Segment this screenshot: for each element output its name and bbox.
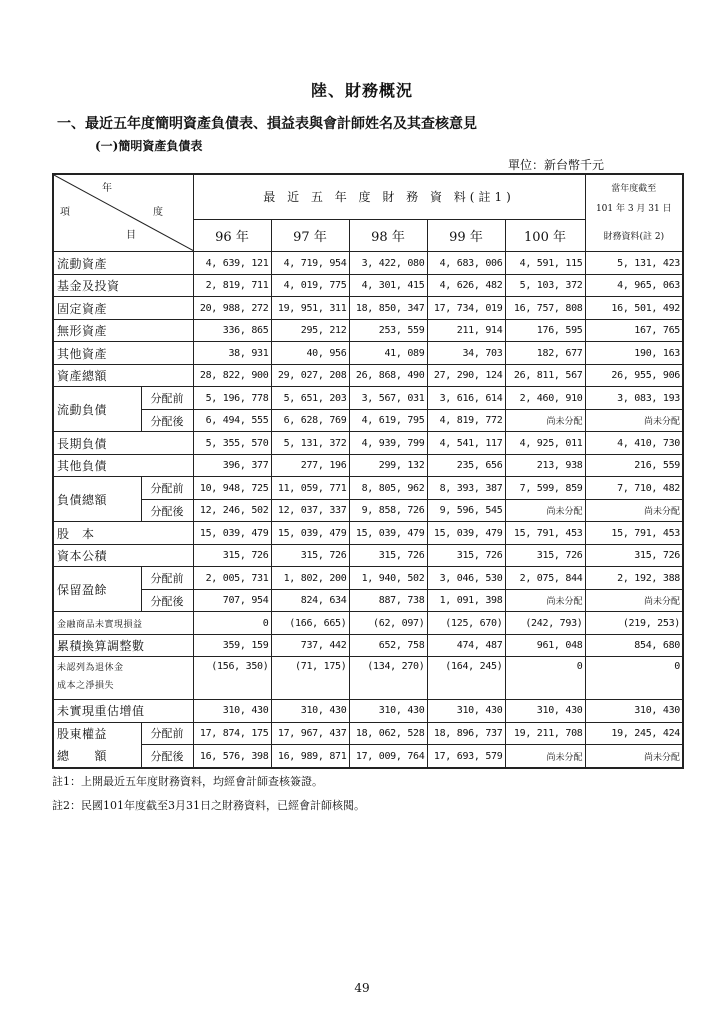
cell: 854, 680 xyxy=(585,634,683,657)
cell: 4, 939, 799 xyxy=(349,432,427,455)
cell: 5, 355, 570 xyxy=(193,432,271,455)
cell: (62, 097) xyxy=(349,612,427,635)
cell: 315, 726 xyxy=(585,544,683,567)
row-label: 負債總額 xyxy=(53,477,141,522)
cell: 15, 039, 479 xyxy=(427,522,505,545)
cell: 315, 726 xyxy=(349,544,427,567)
cell: 尚未分配 xyxy=(505,499,585,522)
cell: 3, 422, 080 xyxy=(349,252,427,275)
cell: 310, 430 xyxy=(271,700,349,723)
cell: (125, 670) xyxy=(427,612,505,635)
table-row xyxy=(53,252,683,275)
table-row xyxy=(53,387,683,410)
cell: 15, 791, 453 xyxy=(585,522,683,545)
cell: 41, 089 xyxy=(349,342,427,365)
table-row xyxy=(53,454,683,477)
table-row xyxy=(53,589,683,612)
header-right-line3: 財務資料(註 2) xyxy=(603,232,665,243)
cell: 1, 940, 502 xyxy=(349,567,427,590)
cell: 8, 805, 962 xyxy=(349,477,427,500)
table-row xyxy=(53,700,683,723)
cell: 尚未分配 xyxy=(505,589,585,612)
corner-mu-label: 目 xyxy=(126,230,136,241)
footnote-1: 註1：上開最近五年度財務資料，均經會計師查核簽證。 xyxy=(52,775,323,788)
row-label-line1: 未認列為退休金 xyxy=(57,663,124,674)
row-label: 累積換算調整數 xyxy=(53,634,193,657)
cell: 1, 091, 398 xyxy=(427,589,505,612)
cell: 尚未分配 xyxy=(585,745,683,768)
cell: 824, 634 xyxy=(271,589,349,612)
cell: 253, 559 xyxy=(349,319,427,342)
cell: 315, 726 xyxy=(193,544,271,567)
cell: 4, 410, 730 xyxy=(585,432,683,455)
cell: 17, 009, 764 xyxy=(349,745,427,768)
cell: 887, 738 xyxy=(349,589,427,612)
cell: 尚未分配 xyxy=(505,745,585,768)
cell: 4, 619, 795 xyxy=(349,409,427,432)
cell: 34, 703 xyxy=(427,342,505,365)
cell: 315, 726 xyxy=(271,544,349,567)
cell: 8, 393, 387 xyxy=(427,477,505,500)
cell: 1, 802, 200 xyxy=(271,567,349,590)
row-label: 基金及投資 xyxy=(53,274,193,297)
cell: 38, 931 xyxy=(193,342,271,365)
cell: 0 xyxy=(585,657,683,700)
table-row xyxy=(53,499,683,522)
cell: 299, 132 xyxy=(349,454,427,477)
table-row xyxy=(53,364,683,387)
cell: 2, 075, 844 xyxy=(505,567,585,590)
cell: 4, 925, 011 xyxy=(505,432,585,455)
cell: 26, 868, 490 xyxy=(349,364,427,387)
cell: 40, 956 xyxy=(271,342,349,365)
table-row xyxy=(53,567,683,590)
cell: 4, 591, 115 xyxy=(505,252,585,275)
cell: 16, 989, 871 xyxy=(271,745,349,768)
cell: 11, 059, 771 xyxy=(271,477,349,500)
table-row xyxy=(53,432,683,455)
cell: 12, 246, 502 xyxy=(193,499,271,522)
cell: (242, 793) xyxy=(505,612,585,635)
cell: (134, 270) xyxy=(349,657,427,700)
sub-heading: (一)簡明資產負債表 xyxy=(95,139,203,153)
header-five-year: 最 近 五 年 度 財 務 資 料(註1) xyxy=(193,174,585,219)
cell: 2, 192, 388 xyxy=(585,567,683,590)
cell: 9, 596, 545 xyxy=(427,499,505,522)
cell: 6, 628, 769 xyxy=(271,409,349,432)
cell: 235, 656 xyxy=(427,454,505,477)
cell: 315, 726 xyxy=(505,544,585,567)
balance-sheet-table xyxy=(52,173,682,769)
cell: 15, 039, 479 xyxy=(271,522,349,545)
cell: 474, 487 xyxy=(427,634,505,657)
cell: 9, 858, 726 xyxy=(349,499,427,522)
table-row xyxy=(53,634,683,657)
table-row xyxy=(53,722,683,745)
page-title: 陸、財務概況 xyxy=(310,81,413,100)
cell: 4, 019, 775 xyxy=(271,274,349,297)
cell: 17, 967, 437 xyxy=(271,722,349,745)
cell: 27, 290, 124 xyxy=(427,364,505,387)
corner-diagonal xyxy=(54,175,193,251)
cell: 16, 576, 398 xyxy=(193,745,271,768)
cell: 4, 626, 482 xyxy=(427,274,505,297)
page-number: 49 xyxy=(354,981,370,995)
cell: 6, 494, 555 xyxy=(193,409,271,432)
corner-year-label: 年 xyxy=(102,183,112,194)
cell: 216, 559 xyxy=(585,454,683,477)
row-label: 未實現重估增值 xyxy=(53,700,193,723)
cell: 396, 377 xyxy=(193,454,271,477)
cell: 737, 442 xyxy=(271,634,349,657)
cell: 4, 639, 121 xyxy=(193,252,271,275)
cell: 5, 131, 423 xyxy=(585,252,683,275)
cell: 4, 965, 063 xyxy=(585,274,683,297)
sub-label-after: 分配後 xyxy=(141,409,193,432)
cell: 17, 734, 019 xyxy=(427,297,505,320)
cell: 7, 710, 482 xyxy=(585,477,683,500)
header-corner xyxy=(53,174,193,252)
cell: 16, 757, 808 xyxy=(505,297,585,320)
cell: 18, 850, 347 xyxy=(349,297,427,320)
row-label: 流動資產 xyxy=(53,252,193,275)
cell: 190, 163 xyxy=(585,342,683,365)
header-right-line1: 當年度截至 xyxy=(611,184,657,195)
cell: 19, 245, 424 xyxy=(585,722,683,745)
sub-label-after: 分配後 xyxy=(141,589,193,612)
cell: 213, 938 xyxy=(505,454,585,477)
cell: 961, 048 xyxy=(505,634,585,657)
table-row xyxy=(53,477,683,500)
cell: 2, 460, 910 xyxy=(505,387,585,410)
cell: 26, 811, 567 xyxy=(505,364,585,387)
row-label: 長期負債 xyxy=(53,432,193,455)
cell: 3, 567, 031 xyxy=(349,387,427,410)
cell: 28, 822, 900 xyxy=(193,364,271,387)
cell: 3, 083, 193 xyxy=(585,387,683,410)
cell: 18, 062, 528 xyxy=(349,722,427,745)
sub-label-before: 分配前 xyxy=(141,722,193,745)
cell: 12, 037, 337 xyxy=(271,499,349,522)
table-row xyxy=(53,409,683,432)
row-label: 其他負債 xyxy=(53,454,193,477)
cell: 211, 914 xyxy=(427,319,505,342)
row-label-line2: 成本之淨損失 xyxy=(57,681,115,692)
row-label: 流動負債 xyxy=(53,387,141,432)
cell: 26, 955, 906 xyxy=(585,364,683,387)
table-row xyxy=(53,342,683,365)
cell: 310, 430 xyxy=(585,700,683,723)
corner-item-label: 項 xyxy=(60,207,70,218)
header-current-year xyxy=(585,174,683,252)
cell: 310, 430 xyxy=(505,700,585,723)
cell: 4, 683, 006 xyxy=(427,252,505,275)
cell: 5, 103, 372 xyxy=(505,274,585,297)
row-label: 固定資產 xyxy=(53,297,193,320)
row-label: 保留盈餘 xyxy=(53,567,141,612)
cell: 尚未分配 xyxy=(585,409,683,432)
row-label: 股東權益 xyxy=(53,722,141,745)
cell: (219, 253) xyxy=(585,612,683,635)
year-header: 96 年 xyxy=(193,219,271,252)
table-row xyxy=(53,297,683,320)
row-label: 無形資產 xyxy=(53,319,193,342)
cell: 310, 430 xyxy=(427,700,505,723)
row-label: 股 本 xyxy=(53,522,193,545)
cell: 315, 726 xyxy=(427,544,505,567)
unit-label: 單位：新台幣千元 xyxy=(508,158,605,172)
footnote-2: 註2：民國101年度截至3月31日之財務資料，已經會計師核閱。 xyxy=(52,799,365,812)
table-row xyxy=(53,274,683,297)
cell: 17, 693, 579 xyxy=(427,745,505,768)
cell: 310, 430 xyxy=(193,700,271,723)
cell: 310, 430 xyxy=(349,700,427,723)
cell: 15, 039, 479 xyxy=(349,522,427,545)
cell: 17, 874, 175 xyxy=(193,722,271,745)
cell: 20, 988, 272 xyxy=(193,297,271,320)
cell: 4, 819, 772 xyxy=(427,409,505,432)
cell: 2, 819, 711 xyxy=(193,274,271,297)
sub-label-before: 分配前 xyxy=(141,387,193,410)
cell: (164, 245) xyxy=(427,657,505,700)
cell: 16, 501, 492 xyxy=(585,297,683,320)
cell: 167, 765 xyxy=(585,319,683,342)
cell: (156, 350) xyxy=(193,657,271,700)
cell: 182, 677 xyxy=(505,342,585,365)
cell: 0 xyxy=(505,657,585,700)
sub-label-after: 分配後 xyxy=(141,499,193,522)
cell: 3, 046, 530 xyxy=(427,567,505,590)
cell: 0 xyxy=(193,612,271,635)
cell: 10, 948, 725 xyxy=(193,477,271,500)
cell: 15, 791, 453 xyxy=(505,522,585,545)
cell: 2, 005, 731 xyxy=(193,567,271,590)
row-label: 總 額 xyxy=(53,745,141,768)
cell: 707, 954 xyxy=(193,589,271,612)
table-row xyxy=(53,319,683,342)
cell: 4, 719, 954 xyxy=(271,252,349,275)
cell: 4, 541, 117 xyxy=(427,432,505,455)
row-label xyxy=(53,657,193,700)
row-label: 其他資產 xyxy=(53,342,193,365)
header-right-line2: 101 年 3 月 31 日 xyxy=(595,204,672,215)
table-row xyxy=(53,522,683,545)
year-header: 98 年 xyxy=(349,219,427,252)
table-row xyxy=(53,544,683,567)
cell: 5, 196, 778 xyxy=(193,387,271,410)
cell: 359, 159 xyxy=(193,634,271,657)
row-label: 資本公積 xyxy=(53,544,193,567)
cell: 19, 951, 311 xyxy=(271,297,349,320)
cell: 尚未分配 xyxy=(505,409,585,432)
cell: 295, 212 xyxy=(271,319,349,342)
sub-label-after: 分配後 xyxy=(141,745,193,768)
cell: 176, 595 xyxy=(505,319,585,342)
cell: 尚未分配 xyxy=(585,499,683,522)
cell: 4, 301, 415 xyxy=(349,274,427,297)
cell: 277, 196 xyxy=(271,454,349,477)
table-row xyxy=(53,657,683,700)
cell: 652, 758 xyxy=(349,634,427,657)
cell: 尚未分配 xyxy=(585,589,683,612)
sub-label-before: 分配前 xyxy=(141,567,193,590)
cell: 19, 211, 708 xyxy=(505,722,585,745)
cell: 7, 599, 859 xyxy=(505,477,585,500)
cell: 29, 027, 208 xyxy=(271,364,349,387)
corner-degree-label: 度 xyxy=(153,207,163,218)
cell: 15, 039, 479 xyxy=(193,522,271,545)
cell: 5, 651, 203 xyxy=(271,387,349,410)
cell: 336, 865 xyxy=(193,319,271,342)
cell: (71, 175) xyxy=(271,657,349,700)
table-row xyxy=(53,745,683,768)
row-label: 資產總額 xyxy=(53,364,193,387)
cell: (166, 665) xyxy=(271,612,349,635)
year-header: 100 年 xyxy=(505,219,585,252)
table-row xyxy=(53,612,683,635)
cell: 5, 131, 372 xyxy=(271,432,349,455)
cell: 18, 896, 737 xyxy=(427,722,505,745)
sub-label-before: 分配前 xyxy=(141,477,193,500)
year-header: 97 年 xyxy=(271,219,349,252)
section-heading: 一、最近五年度簡明資產負債表、損益表與會計師姓名及其查核意見 xyxy=(57,116,477,132)
row-label: 金融商品未實現損益 xyxy=(53,612,193,635)
cell: 3, 616, 614 xyxy=(427,387,505,410)
year-header: 99 年 xyxy=(427,219,505,252)
